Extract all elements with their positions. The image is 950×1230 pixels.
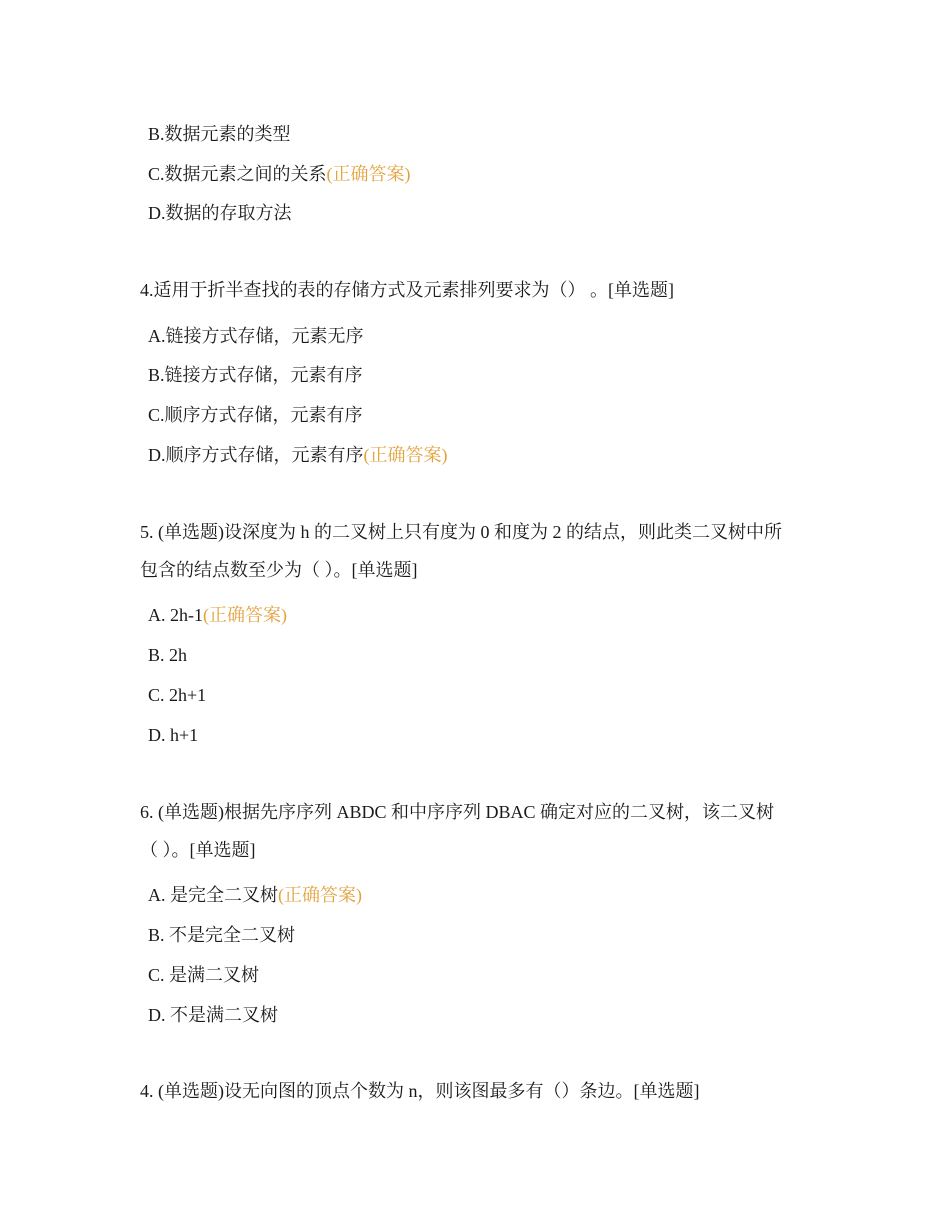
q3-option-b: B.数据元素的类型 — [148, 124, 291, 144]
q5-stem-line2: 包含的结点数至少为（ ）。[单选题] — [140, 560, 418, 580]
q5-option-b: B. 2h — [148, 645, 188, 665]
q4-option-d: D.顺序方式存储，元素有序(正确答案) — [148, 445, 448, 465]
q3-option-c: C.数据元素之间的关系(正确答案) — [148, 164, 411, 184]
correct-answer-tag: (正确答案) — [326, 164, 411, 184]
q6-option-b: B. 不是完全二叉树 — [148, 925, 296, 945]
q5-option-c: C. 2h+1 — [148, 685, 207, 705]
q4-option-c: C.顺序方式存储，元素有序 — [148, 405, 363, 425]
q4-option-a: A.链接方式存储，元素无序 — [148, 326, 364, 346]
q3-option-d: D.数据的存取方法 — [148, 203, 292, 223]
q7-stem: 4. (单选题)设无向图的顶点个数为 n，则该图最多有（）条边。[单选题] — [140, 1081, 700, 1101]
q6-option-a: A. 是完全二叉树(正确答案) — [148, 885, 362, 905]
q5-stem-line1: 5. (单选题)设深度为 h 的二叉树上只有度为 0 和度为 2 的结点，则此类二叉树中所 — [140, 522, 782, 542]
q5-option-a: A. 2h-1(正确答案) — [148, 605, 287, 625]
q6-option-d: D. 不是满二叉树 — [148, 1005, 278, 1025]
correct-answer-tag: (正确答案) — [203, 605, 287, 625]
correct-answer-tag: (正确答案) — [363, 445, 448, 465]
correct-answer-tag: (正确答案) — [278, 885, 362, 905]
q5-option-d: D. h+1 — [148, 725, 199, 745]
q6-stem-line2: （ ）。[单选题] — [140, 840, 256, 860]
q6-stem-line1: 6. (单选题)根据先序序列 ABDC 和中序序列 DBAC 确定对应的二叉树，该二叉树 — [140, 802, 775, 822]
q4-option-b: B.链接方式存储，元素有序 — [148, 365, 363, 385]
q6-option-c: C. 是满二叉树 — [148, 965, 260, 985]
q4-stem: 4.适用于折半查找的表的存储方式及元素排列要求为（） 。[单选题] — [140, 280, 674, 300]
